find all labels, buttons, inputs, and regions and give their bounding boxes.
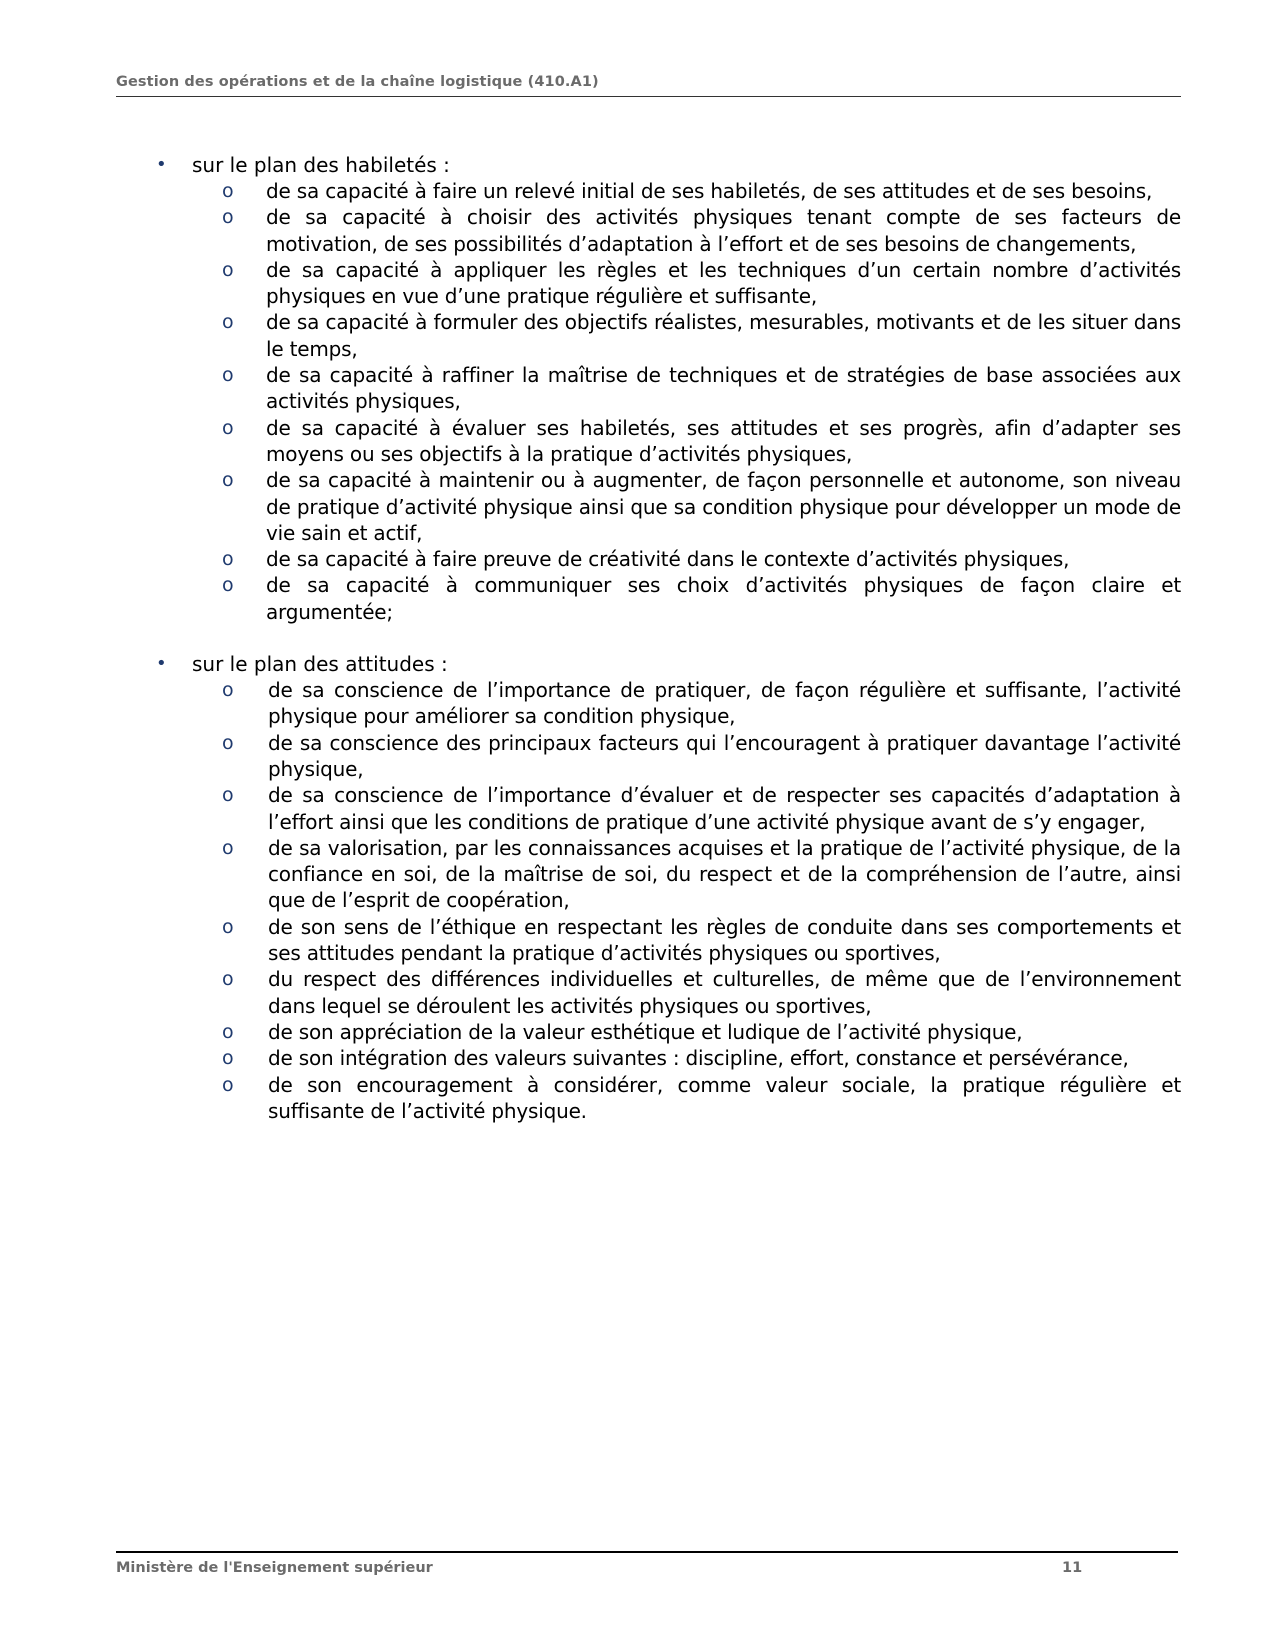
list-item-text: de sa capacité à raffiner la maîtrise de techniques et de stratégies de base associées aux activités physiques, [266, 363, 1181, 414]
list-item [150, 415, 1181, 468]
list-item-text: du respect des différences individuelles et culturelles, de même que de l’environnement dans lequel se déroulent les activités physiques ou sportives, [268, 967, 1181, 1018]
list-item [150, 1019, 1181, 1045]
footer-organization: Ministère de l'Enseignement supérieur [116, 1560, 433, 1576]
list-item [150, 309, 1181, 362]
bullet-icon: • [156, 653, 167, 675]
list-item-text: de sa conscience de l’importance d’évaluer et de respecter ses capacités d’adaptation à l’effort ainsi que les conditions de pratique d’une activité physique avant de s’y engager, [268, 783, 1181, 834]
list-item [150, 914, 1181, 967]
circle-bullet-icon: o [222, 1047, 234, 1070]
section-heading [150, 651, 1181, 677]
circle-bullet-icon: o [222, 915, 234, 938]
circle-bullet-icon: o [222, 968, 234, 991]
section-label: sur le plan des habiletés : [192, 153, 450, 177]
circle-bullet-icon: o [222, 416, 234, 439]
circle-bullet-icon: o [222, 206, 234, 229]
circle-bullet-icon: o [222, 731, 234, 754]
list-item-text: de son sens de l’éthique en respectant les règles de conduite dans ses comportements et ses attitudes pendant la pratique d’activités physiques ou sportives, [268, 914, 1181, 966]
page-footer [116, 1551, 1178, 1583]
list-item-text: de sa conscience de l’importance de pratiquer, de façon régulière et suffisante, l’activité physique pour améliorer sa condition physique, [268, 678, 1181, 729]
list-item [150, 572, 1181, 625]
list-item [150, 835, 1181, 914]
list-item [150, 677, 1181, 730]
circle-bullet-icon: o [222, 548, 234, 571]
list-item [150, 546, 1181, 572]
circle-bullet-icon: o [222, 836, 234, 859]
list-item-text: de sa capacité à communiquer ses choix d’activités physiques de façon claire et argumentée; [266, 573, 1181, 624]
circle-bullet-icon: o [222, 180, 234, 202]
list-item-text: de son intégration des valeurs suivantes : discipline, effort, constance et persévérance, [268, 1046, 1129, 1071]
main-content [150, 152, 1181, 1150]
circle-bullet-icon: o [222, 469, 234, 492]
list-item [150, 1072, 1181, 1125]
circle-bullet-icon: o [222, 679, 234, 702]
list-item-text: de sa capacité à choisir des activités physiques tenant compte de ses facteurs de motivation, de ses possibilités d’adaptation à l’effort et de ses besoins de changements, [266, 205, 1181, 256]
list-item-text: de sa capacité à évaluer ses habiletés, ses attitudes et ses progrès, afin d’adapter ses moyens ou ses objectifs à la pratique d’activités physiques, [266, 415, 1181, 466]
list-item [150, 204, 1181, 257]
page-number: 11 [1062, 1560, 1083, 1576]
list-item [150, 362, 1181, 415]
list-item-text: de sa capacité à appliquer les règles et les techniques d’un certain nombre d’activités physiques en vue d’une pratique régulière et suffisante, [266, 257, 1181, 309]
list-item-text: de sa capacité à formuler des objectifs réalistes, mesurables, motivants et de les situer dans le temps, [266, 310, 1181, 361]
circle-bullet-icon: o [222, 784, 234, 807]
section-attitudes [150, 651, 1181, 1124]
circle-bullet-icon: o [222, 364, 234, 387]
list-item [150, 966, 1181, 1019]
page-header [116, 70, 1181, 97]
circle-bullet-icon: o [222, 1073, 234, 1096]
list-item-text: de sa conscience des principaux facteurs qui l’encouragent à pratiquer davantage l’activité physique, [268, 730, 1181, 781]
bullet-icon: • [156, 154, 167, 175]
circle-bullet-icon: o [222, 1020, 234, 1043]
list-item [150, 1045, 1181, 1071]
list-item [150, 178, 1181, 204]
section-label: sur le plan des attitudes : [192, 652, 448, 677]
circle-bullet-icon: o [222, 311, 234, 334]
document-title: Gestion des opérations et de la chaîne logistique (410.A1) [116, 74, 599, 90]
list-item-text: de sa capacité à maintenir ou à augmenter, de façon personnelle et autonome, son niveau de pratique d’activité physique ainsi que sa condition physique pour développer un mode de vie sain et actif, [266, 468, 1181, 545]
list-item-text: de son appréciation de la valeur esthétique et ludique de l’activité physique, [268, 1019, 1023, 1044]
habiletes-list [150, 178, 1181, 625]
list-item [150, 782, 1181, 835]
list-item-text: de sa capacité à faire preuve de créativité dans le contexte d’activités physiques, [266, 547, 1070, 572]
circle-bullet-icon: o [222, 258, 234, 281]
list-item-text: de sa valorisation, par les connaissances acquises et la pratique de l’activité physique, de la confiance en soi, de la maîtrise de soi, du respect et de la compréhension de l’autre, ainsi que de l’esprit de coopération, [268, 835, 1181, 913]
circle-bullet-icon: o [222, 574, 234, 597]
section-heading [150, 152, 1181, 178]
list-item-text: de sa capacité à faire un relevé initial de ses habiletés, de ses attitudes et de ses besoins, [266, 179, 1153, 203]
attitudes-list [150, 677, 1181, 1124]
section-habiletes [150, 152, 1181, 625]
list-item-text: de son encouragement à considérer, comme valeur sociale, la pratique régulière et suffisante de l’activité physique. [268, 1072, 1181, 1123]
list-item [150, 730, 1181, 783]
list-item [150, 467, 1181, 546]
list-item [150, 257, 1181, 310]
